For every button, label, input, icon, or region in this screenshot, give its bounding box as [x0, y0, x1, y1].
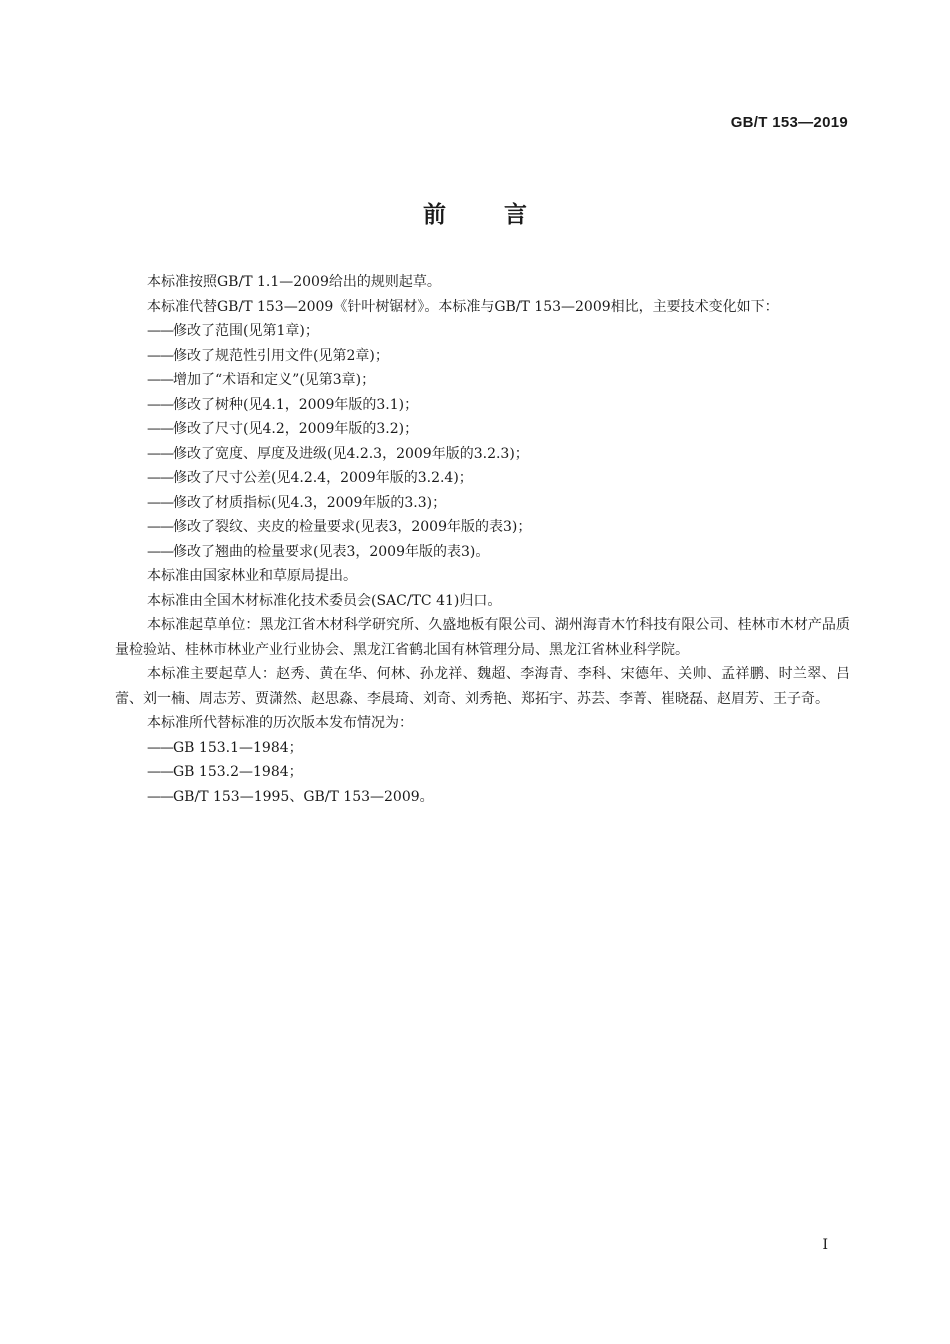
list-item-text: 修改了树种(见4.1，2009年版的3.1)； [173, 396, 419, 413]
list-item-text: GB 153.1—1984； [173, 739, 303, 756]
list-item-text: 修改了尺寸(见4.2，2009年版的3.2)； [173, 421, 419, 437]
list-item [115, 540, 850, 565]
dash-marker: —— [147, 788, 173, 805]
dash-marker: —— [147, 764, 173, 780]
list-item [115, 417, 850, 442]
list-item-text: 修改了范围(见第1章)； [173, 323, 319, 339]
list-item [115, 466, 850, 491]
page-title: 前言 [423, 202, 585, 228]
drafters-paragraph: 本标准主要起草人：赵秀、黄在华、何林、孙龙祥、魏超、李海青、李科、宋德年、关帅、孟祥鹏、时兰翠、吕蕾、刘一楠、周志芳、贾潇然、赵思淼、李晨琦、刘奇、刘秀艳、郑拓宇、苏芸、李菁、崔晓磊、赵眉芳、王子奇。 [115, 666, 850, 707]
dash-marker: —— [147, 347, 173, 364]
page-number: I [822, 1237, 828, 1253]
list-item-text: 修改了翘曲的检量要求(见表3，2009年版的表3)。 [173, 543, 490, 560]
list-item [115, 393, 850, 418]
technical-changes-list [115, 319, 850, 564]
dash-marker: —— [147, 396, 173, 413]
list-item-text: 修改了规范性引用文件(见第2章)； [173, 347, 389, 364]
committee-paragraph: 本标准由全国木材标准化技术委员会(SAC/TC 41)归口。 [147, 592, 502, 609]
list-item-text: 修改了裂纹、夹皮的检量要求(见表3，2009年版的表3)； [173, 519, 532, 535]
replacement-paragraph: 本标准代替GB/T 153—2009《针叶树锯材》。本标准与GB/T 153—2009相比，主要技术变化如下： [147, 298, 779, 315]
dash-marker: —— [147, 445, 173, 462]
list-item-text: 修改了尺寸公差(见4.2.4，2009年版的3.2.4)； [173, 470, 473, 486]
drafting-units-paragraph: 本标准起草单位：黑龙江省木材科学研究所、久盛地板有限公司、湖州海青木竹科技有限公司、桂林市木材产品质量检验站、桂林市林业产业行业协会、黑龙江省鹤北国有林管理分局、黑龙江省林业科学院。 [115, 617, 850, 658]
list-item-text: 增加了“术语和定义”(见第3章)； [173, 372, 376, 388]
list-item-text: GB 153.2—1984； [173, 764, 303, 780]
list-item-text: 修改了材质指标(见4.3，2009年版的3.3)； [173, 494, 447, 511]
list-item [115, 368, 850, 393]
version-history-paragraph: 本标准所代替标准的历次版本发布情况为： [147, 715, 413, 731]
dash-marker: —— [147, 421, 173, 437]
list-item [115, 515, 850, 540]
list-item [115, 344, 850, 369]
dash-marker: —— [147, 739, 173, 756]
foreword-body [115, 270, 850, 809]
dash-marker: —— [147, 372, 173, 388]
list-item [115, 491, 850, 516]
version-history-list [115, 736, 850, 810]
dash-marker: —— [147, 519, 173, 535]
dash-marker: —— [147, 543, 173, 560]
list-item [115, 736, 850, 761]
list-item [115, 785, 850, 810]
standard-code: GB/T 153—2019 [730, 114, 848, 131]
list-item [115, 442, 850, 467]
list-item-text: 修改了宽度、厚度及进级(见4.2.3，2009年版的3.2.3)； [173, 445, 529, 462]
list-item [115, 760, 850, 785]
dash-marker: —— [147, 470, 173, 486]
list-item-text: GB/T 153—1995、GB/T 153—2009。 [173, 788, 434, 805]
list-item [115, 319, 850, 344]
dash-marker: —— [147, 323, 173, 339]
drafting-rules-paragraph: 本标准按照GB/T 1.1—2009给出的规则起草。 [147, 274, 441, 290]
proposer-paragraph: 本标准由国家林业和草原局提出。 [147, 568, 357, 584]
dash-marker: —— [147, 494, 173, 511]
